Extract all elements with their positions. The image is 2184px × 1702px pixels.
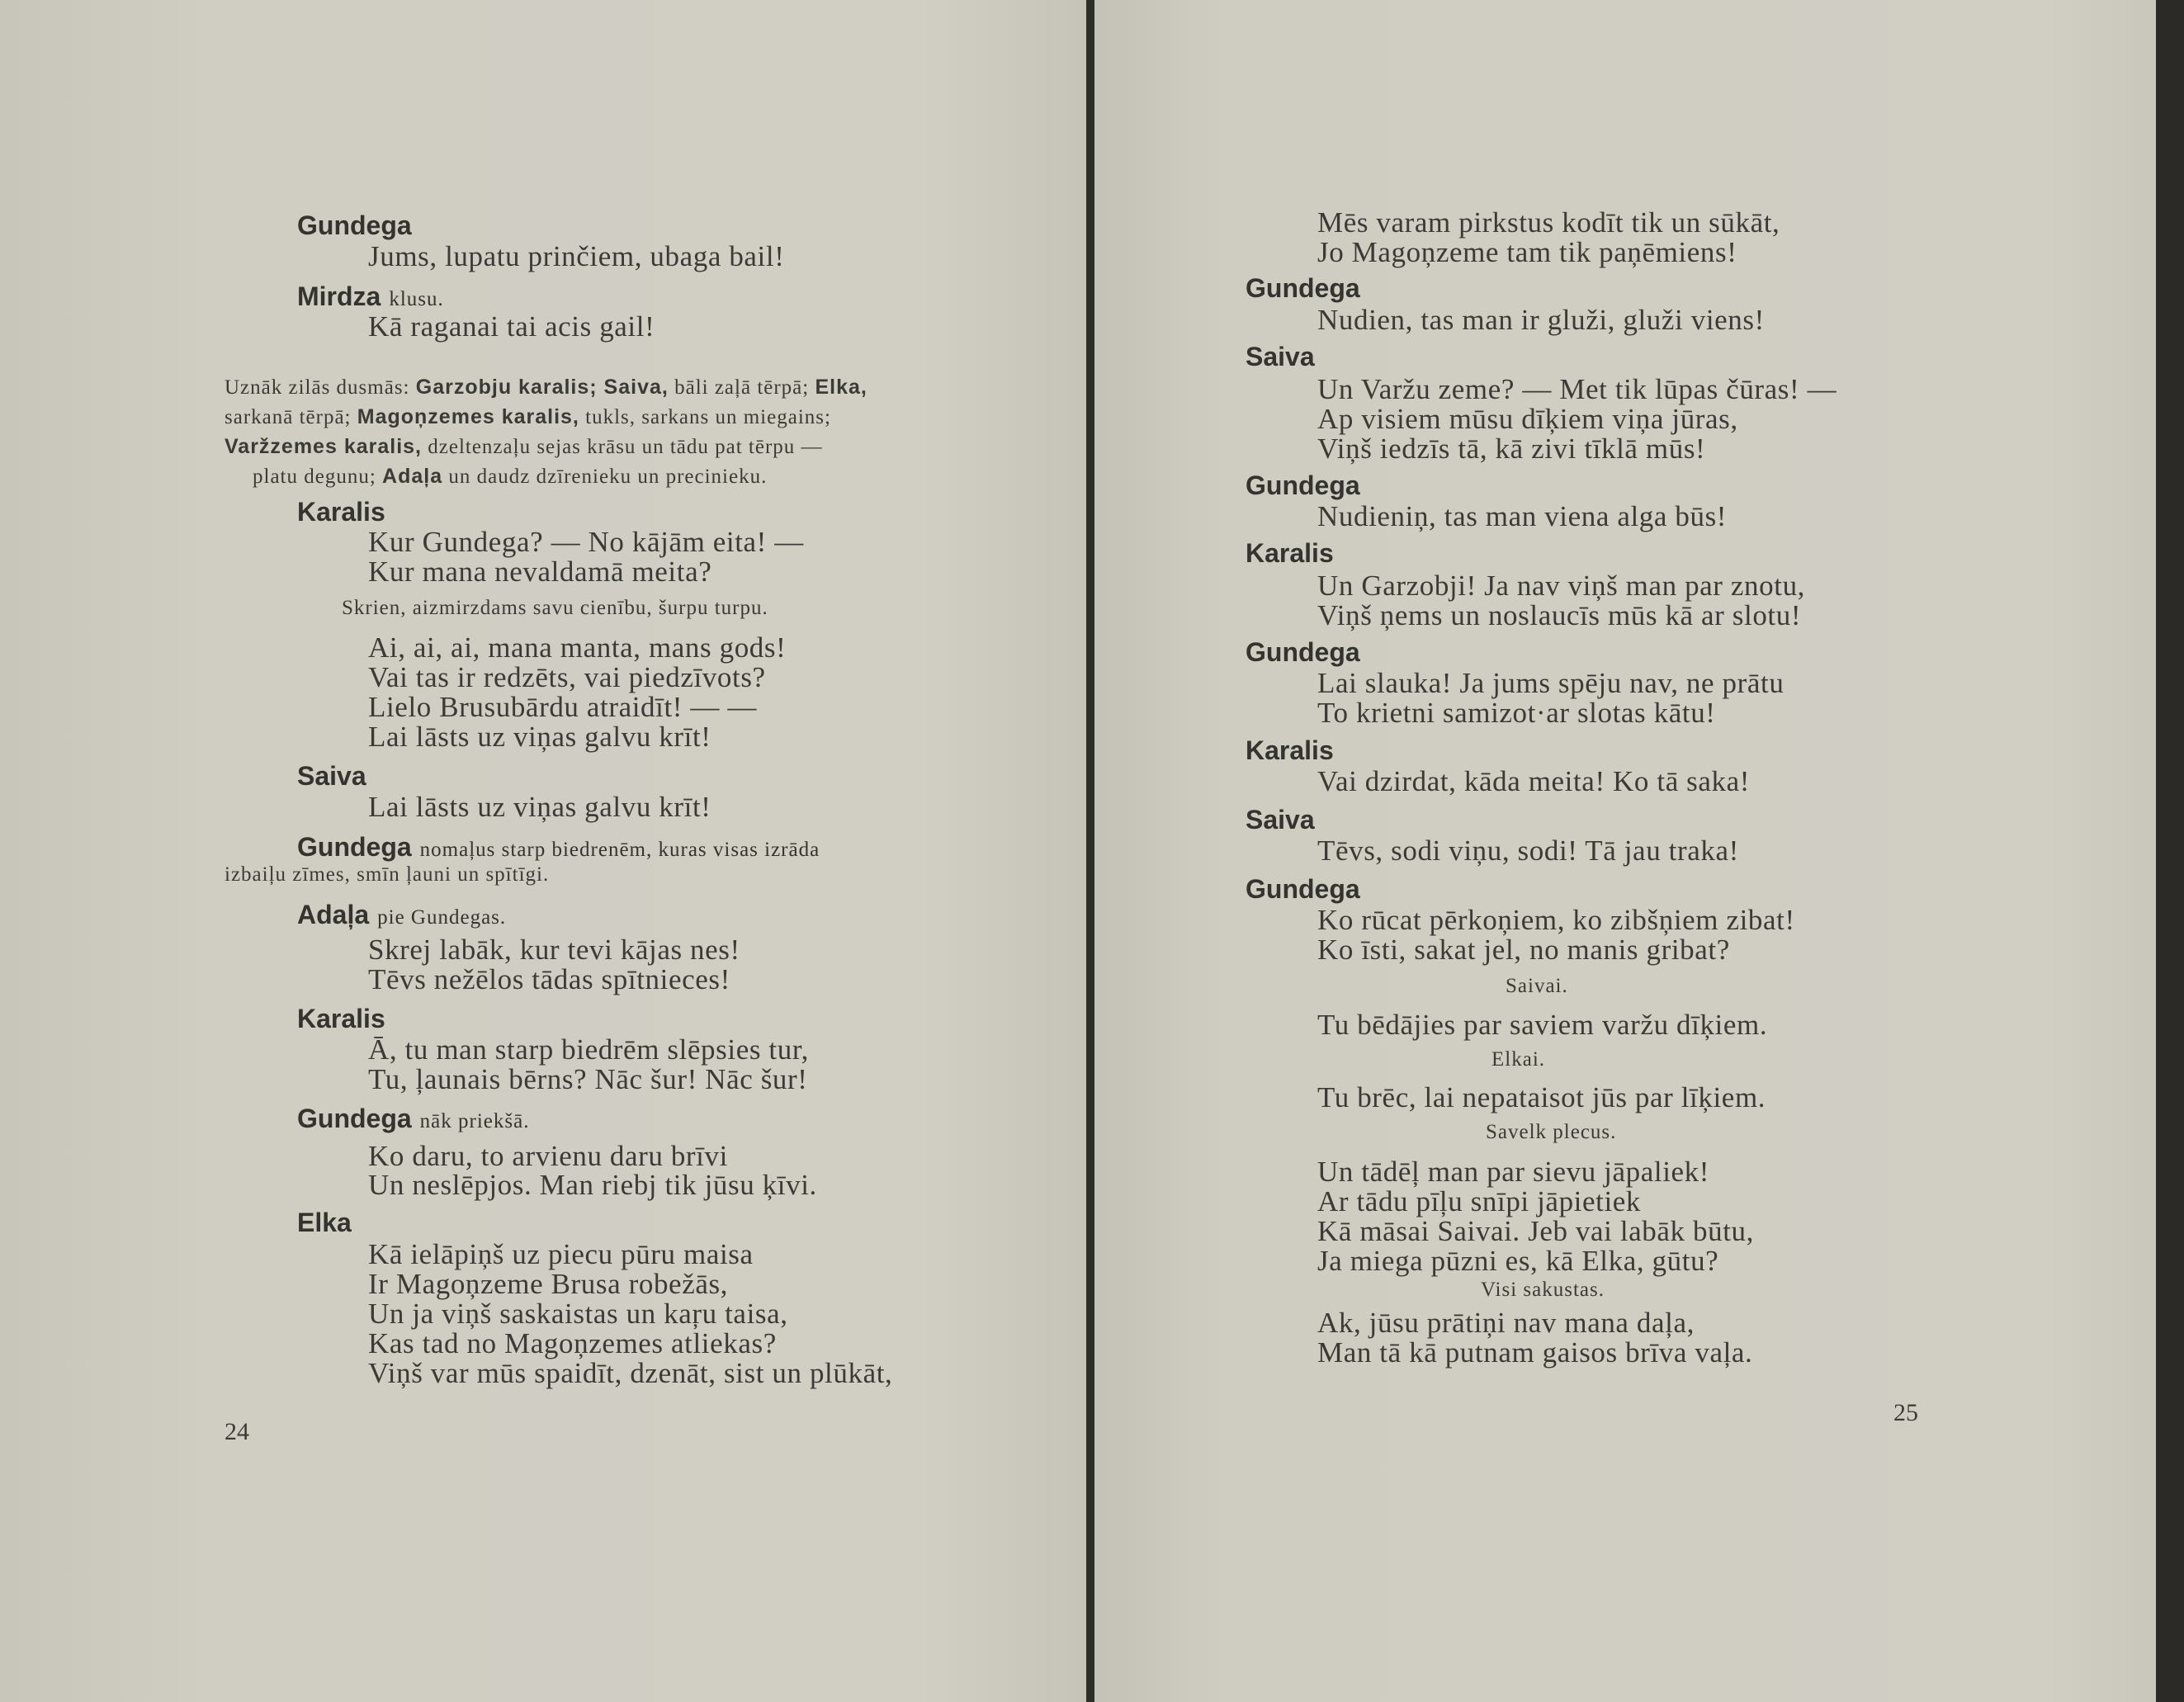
stage-text: dzeltenzaļu sejas krāsu un tādu pat tērpu — (422, 436, 823, 458)
verse-line: Lai lāsts uz viņas galvu krīt! (368, 721, 711, 753)
verse-line: Nudien, tas man ir gluži, gluži viens! (1317, 304, 1765, 336)
stage-direction-line (225, 405, 831, 429)
verse-line: Un Varžu zeme? — Met tik lūpas čūras! — (1317, 373, 1837, 405)
verse-line: Tēvs nežēlos tādas spītnieces! (368, 963, 730, 995)
verse-line: Ar tādu pīļu snīpi jāpietiek (1317, 1185, 1642, 1217)
stage-text: sarkanā tērpā; (225, 406, 357, 428)
stage-direction: klusu. (389, 288, 444, 310)
stage-character: Adaļa (382, 465, 443, 488)
verse-line: Man tā kā putnam gaisos brīva vaļa. (1317, 1336, 1753, 1369)
stage-text: bāli zaļā tērpā; (668, 376, 815, 399)
stage-direction-line: Savelk plecus. (1486, 1121, 1617, 1143)
verse-line: Jums, lupatu prinčiem, ubaga bail! (368, 240, 785, 272)
stage-text: un daudz dzīrenieku un precinieku. (442, 466, 768, 488)
verse-line: Skrej labāk, kur tevi kājas nes! (368, 934, 740, 966)
stage-direction: nomaļus starp biedrenēm, kuras visas izrāda (419, 839, 820, 861)
book-edge (2156, 0, 2184, 1702)
verse-line: Ak, jūsu prātiņi nav mana daļa, (1317, 1307, 1695, 1339)
verse-line: Lielo Brusubārdu atraidīt! — — (368, 691, 757, 723)
verse-line: Jo Magoņzeme tam tik paņēmiens! (1317, 236, 1737, 268)
speaker-karalis: Karalis (297, 497, 385, 527)
verse-line: Ko īsti, sakat jel, no manis gribat? (1317, 934, 1730, 966)
right-page (1094, 0, 2156, 1702)
speaker-elka: Elka (297, 1208, 352, 1237)
verse-line: Kas tad no Magoņzemes atliekas? (368, 1327, 777, 1359)
speaker-gundega (297, 1104, 529, 1134)
verse-line: To krietni samizot·ar slotas kātu! (1317, 697, 1716, 729)
verse-line: Ā, tu man starp biedrēm slēpsies tur, (368, 1033, 810, 1066)
verse-line: Tēvs, sodi viņu, sodi! Tā jau traka! (1317, 834, 1739, 867)
verse-line: Ja miega pūzni es, kā Elka, gūtu? (1317, 1245, 1719, 1277)
verse-line: Kā māsai Saivai. Jeb vai labāk būtu, (1317, 1215, 1754, 1247)
verse-line: Vai tas ir redzēts, vai piedzīvots? (368, 661, 766, 693)
verse-line: Vai dzirdat, kāda meita! Ko tā saka! (1317, 765, 1751, 797)
speaker-name: Adaļa (297, 900, 370, 929)
speaker-gundega: Gundega (1246, 874, 1360, 904)
verse-line: Tu brēc, lai nepataisot jūs par līķiem. (1317, 1081, 1766, 1113)
verse-line: Nudieniņ, tas man viena alga būs! (1317, 500, 1728, 532)
stage-direction-line: izbaiļu zīmes, smīn ļauni un spītīgi. (225, 863, 550, 886)
speaker-gundega (297, 832, 820, 863)
book-gutter (1086, 0, 1094, 1702)
speaker-saiva: Saiva (1246, 805, 1315, 834)
verse-line: Un ja viņš saskaistas un kaŗu taisa, (368, 1298, 788, 1330)
speaker-saiva: Saiva (297, 761, 366, 791)
stage-direction-line (225, 376, 867, 399)
stage-direction-line (225, 435, 823, 459)
stage-direction: nāk priekšā. (419, 1110, 530, 1132)
verse-line: Tu, ļaunais bērns? Nāc šur! Nāc šur! (368, 1063, 808, 1095)
stage-text: platu degunu; (253, 466, 383, 488)
page-number: 24 (225, 1418, 249, 1445)
speaker-karalis: Karalis (1246, 735, 1334, 765)
stage-character: Varžzemes karalis, (225, 435, 422, 458)
speaker-name: Mirdza (297, 281, 381, 311)
speaker-gundega: Gundega (1246, 637, 1360, 667)
left-page (0, 0, 1086, 1702)
stage-character: Magoņzemes karalis, (357, 405, 579, 428)
verse-line: Ap visiem mūsu dīķiem viņa jūras, (1317, 403, 1738, 435)
verse-line: Lai lāsts uz viņas galvu krīt! (368, 791, 711, 823)
verse-line: Ai, ai, ai, mana manta, mans gods! (368, 631, 787, 664)
verse-line: Kur mana nevaldamā meita? (368, 556, 712, 588)
verse-line: Viņš iedzīs tā, kā zivi tīklā mūs! (1317, 433, 1706, 465)
stage-text: Uznāk zilās dusmās: (225, 376, 416, 399)
speaker-gundega: Gundega (297, 210, 412, 240)
verse-line: Mēs varam pirkstus kodīt tik un sūkāt, (1317, 206, 1780, 239)
stage-direction-line: Saivai. (1506, 975, 1568, 997)
speaker-name: Gundega (297, 1104, 412, 1133)
stage-character: Elka, (815, 376, 867, 399)
verse-line: Un Garzobji! Ja nav viņš man par znotu, (1317, 570, 1806, 602)
verse-line: Lai slauka! Ja jums spēju nav, ne prātu (1317, 667, 1785, 699)
stage-direction-line: Visi sakustas. (1481, 1279, 1605, 1301)
speaker-name: Gundega (297, 832, 412, 862)
verse-line: Ko rūcat pērkoņiem, ko zibšņiem zibat! (1317, 904, 1795, 936)
verse-line: Un neslēpjos. Man riebj tik jūsu ķīvi. (368, 1169, 817, 1201)
verse-line: Tu bēdājies par saviem varžu dīķiem. (1317, 1009, 1768, 1041)
stage-direction: pie Gundegas. (377, 906, 507, 929)
verse-line: Ir Magoņzeme Brusa robežās, (368, 1268, 729, 1300)
stage-direction-line (253, 465, 767, 489)
speaker-saiva: Saiva (1246, 342, 1315, 371)
speaker-mirdza (297, 281, 444, 312)
speaker-karalis: Karalis (297, 1004, 385, 1033)
stage-direction-line: Elkai. (1491, 1048, 1546, 1071)
verse-line: Kur Gundega? — No kājām eita! — (368, 526, 804, 558)
verse-line: Kā ielāpiņš uz piecu pūru maisa (368, 1238, 754, 1270)
stage-direction-line: Skrien, aizmirzdams savu cienību, šurpu turpu. (342, 597, 768, 619)
verse-line: Un tādēļ man par sievu jāpaliek! (1317, 1156, 1710, 1188)
verse-line: Viņš var mūs spaidīt, dzenāt, sist un plūkāt, (368, 1357, 893, 1389)
speaker-gundega: Gundega (1246, 470, 1360, 500)
verse-line: Ko daru, to arvienu daru brīvi (368, 1140, 728, 1172)
verse-line: Viņš ņems un noslaucīs mūs kā ar slotu! (1317, 599, 1802, 631)
speaker-karalis: Karalis (1246, 538, 1334, 568)
stage-character: Garzobju karalis; Saiva, (415, 376, 669, 399)
speaker-adala (297, 900, 506, 930)
speaker-gundega: Gundega (1246, 273, 1360, 303)
stage-text: tukls, sarkans un miegains; (579, 406, 831, 428)
verse-line: Kā raganai tai acis gail! (368, 310, 655, 343)
page-number: 25 (1893, 1399, 1918, 1426)
